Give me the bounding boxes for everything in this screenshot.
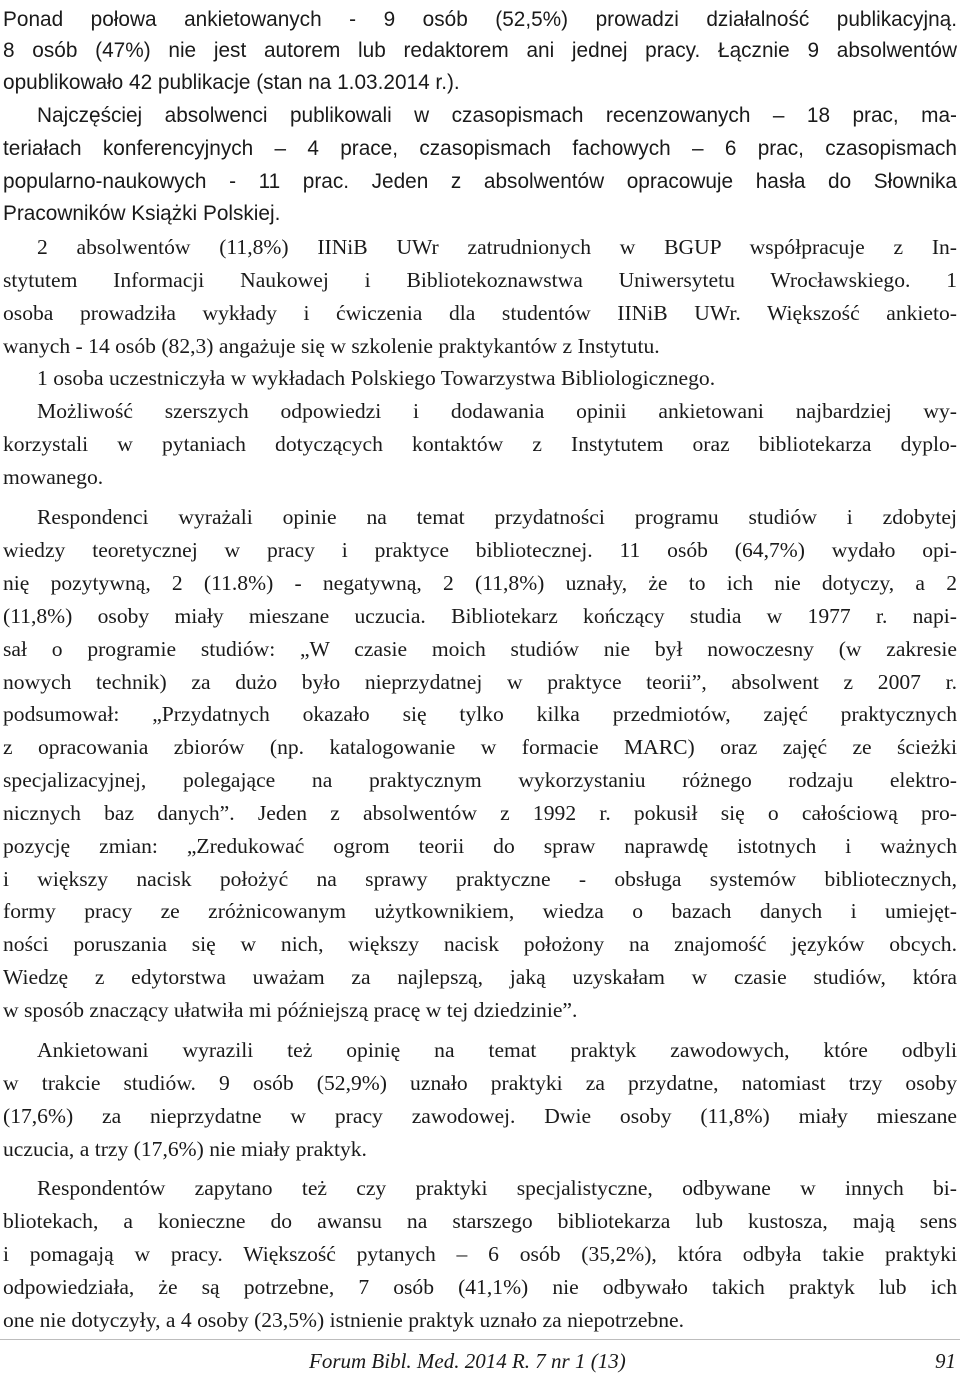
footer-divider: [0, 1339, 960, 1340]
text-line: uczucia, a trzy (17,6%) nie miały praktyk.: [3, 1137, 367, 1161]
text-line: sał o programie studiów: „W czasie moich studiów nie był nowoczesny (w zakresie: [3, 637, 957, 661]
text-line: teriałach konferencyjnych – 4 prace, czasopismach fachowych – 6 prac, czasopismach: [3, 137, 957, 160]
text-line: nię pozytywną, 2 (11.8%) - negatywną, 2 (11,8%) uznały, że to ich nie dotyczy, a 2: [3, 571, 957, 595]
text-line: Ankietowani wyrazili też opinię na temat praktyk zawodowych, które odbyli: [37, 1038, 957, 1062]
text-line: w trakcie studiów. 9 osób (52,9%) uznało praktyki za przydatne, natomiast trzy osoby: [3, 1071, 957, 1095]
text-line: i większy nacisk położyć na sprawy praktyczne - obsługa systemów bibliotecznych,: [3, 867, 957, 891]
text-line: nowych technik) za dużo było nieprzydatnej w praktyce teorii”, absolwent z 2007 r.: [3, 670, 957, 694]
text-line: mowanego.: [3, 465, 104, 489]
document-page: [3, 0, 957, 1377]
text-line: one nie dotyczyły, a 4 osoby (23,5%) istnienie praktyk uznało za niepotrzebne.: [3, 1308, 684, 1332]
text-line: (11,8%) osoby miały mieszane uczucia. Bibliotekarz kończący studia w 1977 r. napi-: [3, 604, 957, 628]
text-line: osoba prowadziła wykłady i ćwiczenia dla studentów IINiB UWr. Większość ankieto-: [3, 301, 957, 325]
text-line: formy pracy ze zróżnicowanym użytkownikiem, wiedza o bazach danych i umiejęt-: [3, 899, 957, 923]
text-line: (17,6%) za nieprzydatne w pracy zawodowej. Dwie osoby (11,8%) miały mieszane: [3, 1104, 957, 1128]
text-line: Pracowników Książki Polskiej.: [3, 202, 281, 225]
journal-citation: Forum Bibl. Med. 2014 R. 7 nr 1 (13): [309, 1349, 626, 1373]
text-line: wanych - 14 osób (82,3) angażuje się w szkolenie praktykantów z Instytutu.: [3, 334, 660, 358]
text-line: Respondentów zapytano też czy praktyki specjalistyczne, odbywane w innych bi-: [37, 1176, 957, 1200]
text-line: 1 osoba uczestniczyła w wykładach Polskiego Towarzystwa Bibliologicznego.: [37, 366, 716, 390]
text-line: 2 absolwentów (11,8%) IINiB UWr zatrudnionych w BGUP współpracuje z In-: [37, 235, 957, 259]
text-line: Ponad połowa ankietowanych - 9 osób (52,5%) prowadzi działalność publikacyjną.: [3, 8, 957, 31]
text-line: bliotekach, a konieczne do awansu na starszego bibliotekarza lub kustosza, mają sens: [3, 1209, 957, 1233]
text-line: popularno-naukowych - 11 prac. Jeden z absolwentów opracowuje hasła do Słownika: [3, 170, 957, 193]
text-line: Respondenci wyrażali opinie na temat przydatności programu studiów i zdobytej: [37, 505, 957, 529]
text-line: w sposób znaczący ułatwiła mi późniejszą pracę w tej dziedzinie”.: [3, 998, 578, 1022]
text-line: 8 osób (47%) nie jest autorem lub redaktorem ani jednej pracy. Łącznie 9 absolwentów: [3, 39, 957, 62]
text-line: pozycję zmian: „Zredukować ogrom teorii do spraw naprawdę istotnych i ważnych: [3, 834, 957, 858]
page-number: 91: [935, 1349, 956, 1373]
text-line: ności poruszania się w nich, większy nacisk położony na znajomość języków obcych.: [3, 932, 957, 956]
text-line: z opracowania zbiorów (np. katalogowanie w formacie MARC) oraz zajęć ze ścieżki: [3, 735, 957, 759]
text-line: Wiedzę z edytorstwa uważam za najlepszą, jaką uzyskałam w czasie studiów, która: [3, 965, 957, 989]
text-line: Najczęściej absolwenci publikowali w czasopismach recenzowanych – 18 prac, ma-: [37, 104, 957, 127]
text-line: Możliwość szerszych odpowiedzi i dodawania opinii ankietowani najbardziej wy-: [37, 399, 957, 423]
text-line: podsumował: „Przydatnych okazało się tylko kilka przedmiotów, zajęć praktycznych: [3, 702, 957, 726]
text-line: specjalizacyjnej, polegające na praktycznym wykorzystaniu różnego rodzaju elektro-: [3, 768, 957, 792]
text-line: korzystali w pytaniach dotyczących kontaktów z Instytutem oraz bibliotekarza dyplo-: [3, 432, 957, 456]
text-line: nicznych baz danych”. Jeden z absolwentów z 1992 r. pokusił się o całościową pro-: [3, 801, 957, 825]
text-line: odpowiedziała, że są potrzebne, 7 osób (41,1%) nie odbywało takich praktyk lub ich: [3, 1275, 957, 1299]
text-line: stytutem Informacji Naukowej i Bibliotekoznawstwa Uniwersytetu Wrocławskiego. 1: [3, 268, 957, 292]
text-line: i pomagają w pracy. Większość pytanych – 6 osób (35,2%), która odbyła takie praktyki: [3, 1242, 957, 1266]
text-line: opublikowało 42 publikacje (stan na 1.03.2014 r.).: [3, 71, 460, 94]
text-line: wiedzy teoretycznej w pracy i praktyce bibliotecznej. 11 osób (64,7%) wydało opi-: [3, 538, 957, 562]
